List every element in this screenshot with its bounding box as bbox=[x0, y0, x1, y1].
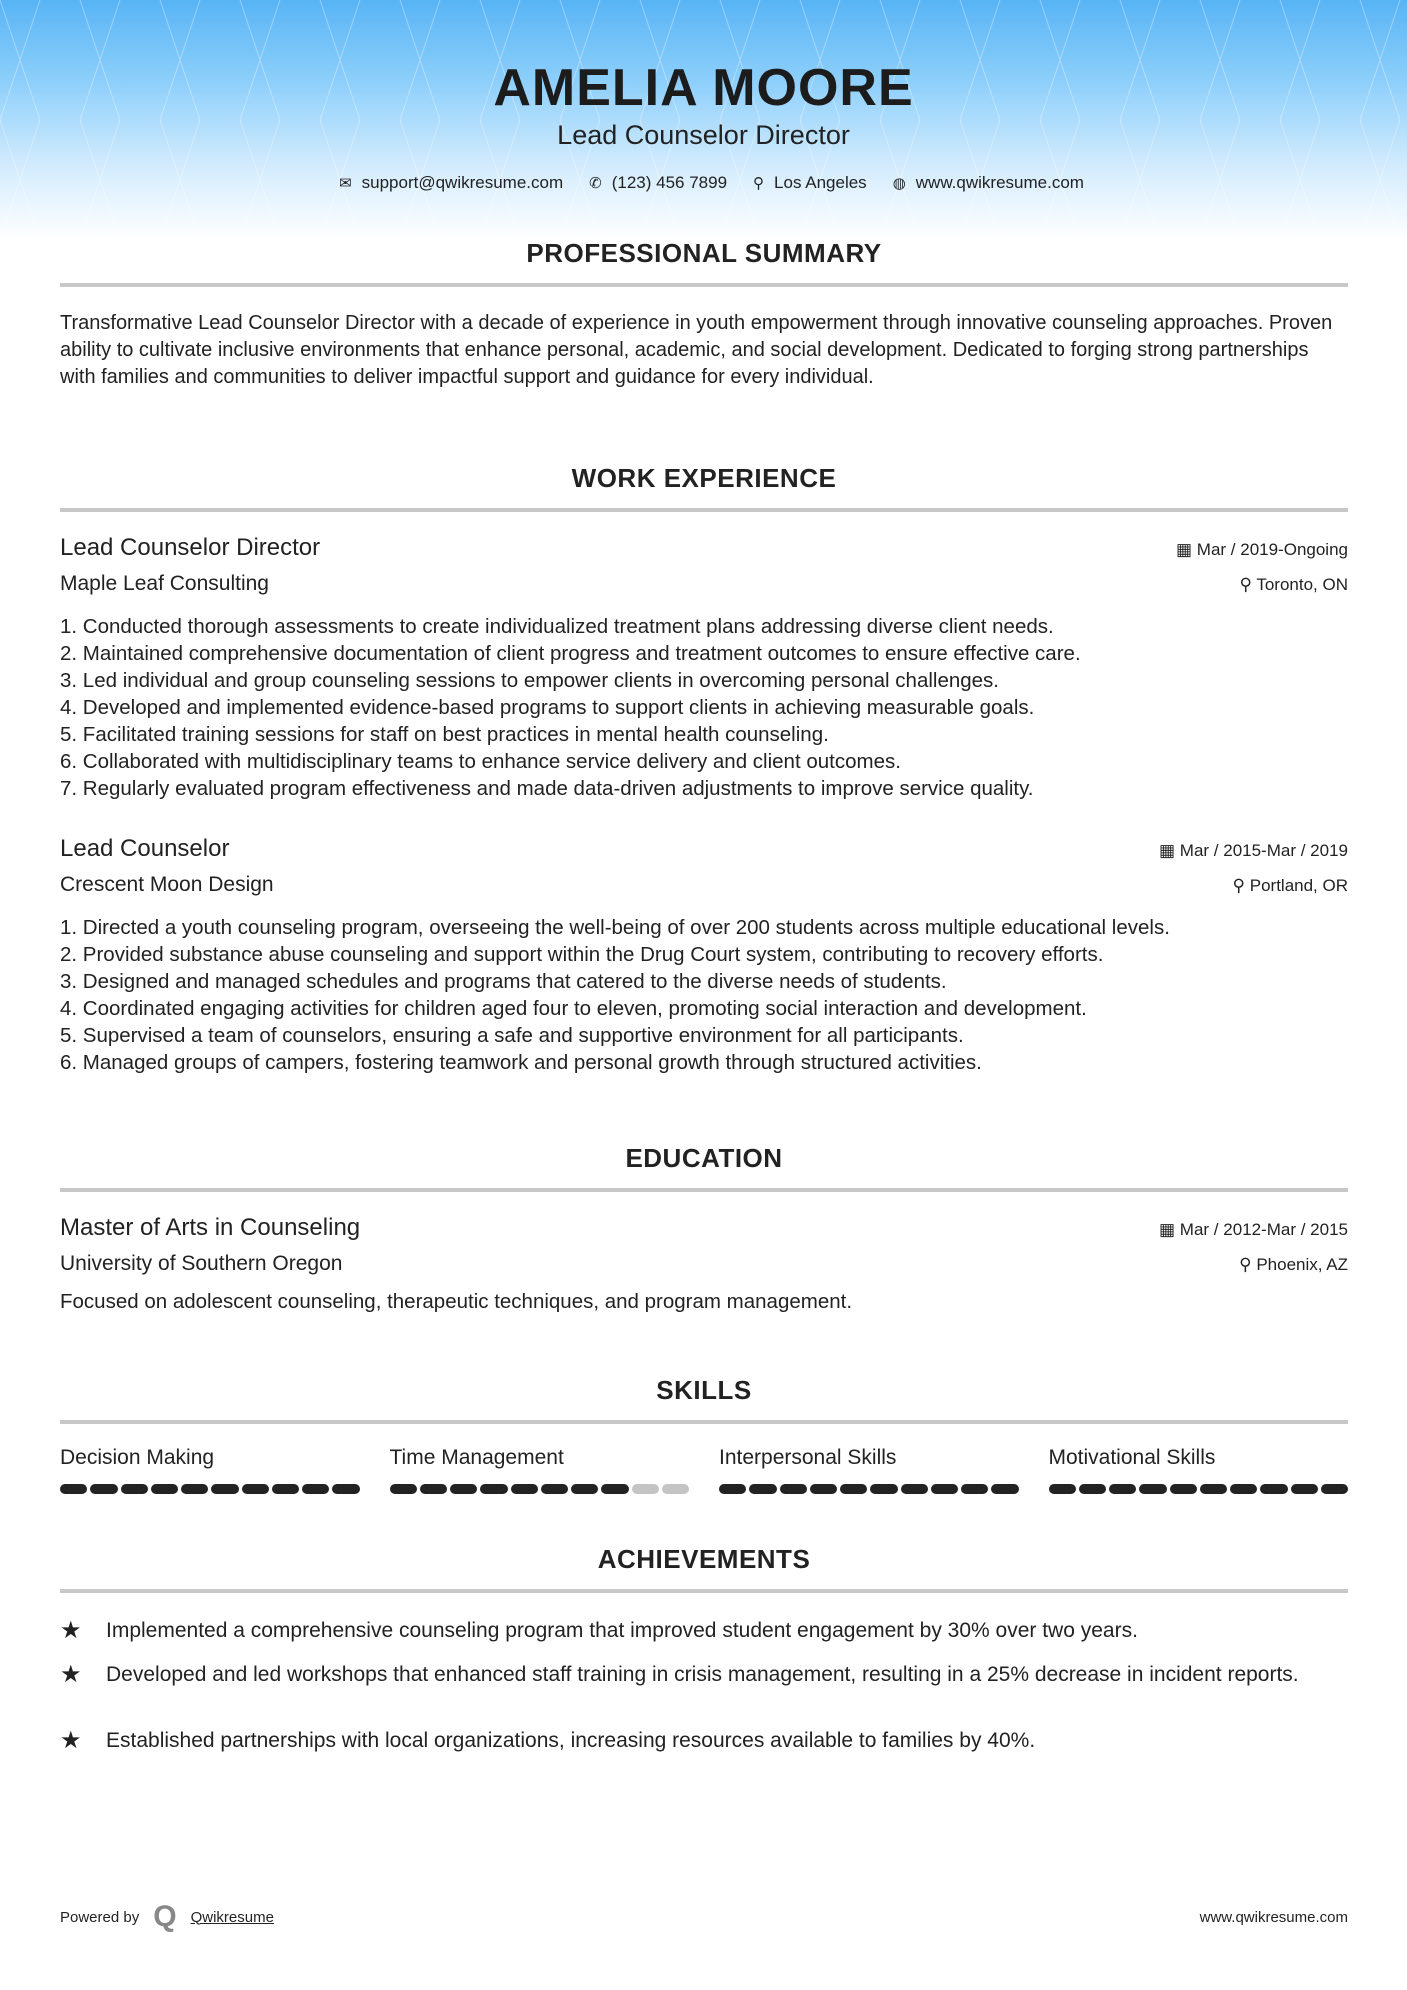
skill-name: Interpersonal Skills bbox=[719, 1446, 897, 1469]
skill-segment bbox=[480, 1484, 507, 1494]
achievement-item bbox=[60, 1661, 1348, 1688]
skills-section-header bbox=[60, 1375, 1348, 1424]
skill-segment bbox=[1139, 1484, 1166, 1494]
achievement-text: Established partnerships with local organizations, increasing resources available to families by 40%. bbox=[106, 1729, 1036, 1752]
skill-rating-bar bbox=[390, 1484, 690, 1494]
divider bbox=[60, 1589, 1348, 1593]
contact-email[interactable]: support@qwikresume.com bbox=[361, 173, 564, 192]
skill-name: Time Management bbox=[389, 1446, 564, 1469]
skill-segment bbox=[901, 1484, 928, 1494]
calendar-icon: ▦ bbox=[1159, 841, 1180, 860]
list-item: 2. Provided substance abuse counseling and support within the Drug Court system, contributing to recovery efforts. bbox=[60, 943, 1104, 966]
candidate-name: AMELIA MOORE bbox=[493, 59, 914, 117]
degree: Master of Arts in Counseling bbox=[60, 1214, 361, 1241]
footer bbox=[60, 1900, 1348, 1934]
job-1-sub bbox=[60, 572, 1348, 596]
qwikresume-logo-icon: Q bbox=[153, 1900, 177, 1933]
globe-icon: ◍ bbox=[892, 175, 906, 192]
education-description: Focused on adolescent counseling, therapeutic techniques, and program management. bbox=[60, 1290, 853, 1313]
skill-segment bbox=[1109, 1484, 1136, 1494]
skill-segment bbox=[749, 1484, 776, 1494]
skill-segment bbox=[272, 1484, 299, 1494]
section-heading: ACHIEVEMENTS bbox=[597, 1544, 811, 1574]
star-icon: ★ bbox=[60, 1727, 82, 1754]
phone-icon: ✆ bbox=[589, 175, 602, 192]
skill-segment bbox=[242, 1484, 269, 1494]
skill-item bbox=[60, 1446, 360, 1494]
contact-bar bbox=[0, 173, 1407, 193]
pin-icon: ⚲ bbox=[1232, 876, 1250, 895]
section-heading: PROFESSIONAL SUMMARY bbox=[526, 238, 882, 268]
skill-segment bbox=[991, 1484, 1018, 1494]
contact-location: Los Angeles bbox=[774, 173, 867, 192]
skill-segment bbox=[541, 1484, 568, 1494]
job-1-header bbox=[60, 534, 1348, 562]
achievement-text: Developed and led workshops that enhanced staff training in crisis management, resulting in a 25% decrease in incident reports. bbox=[106, 1663, 1299, 1686]
skill-name: Decision Making bbox=[60, 1446, 215, 1469]
list-item: 3. Designed and managed schedules and programs that catered to the diverse needs of students. bbox=[60, 970, 947, 993]
job-dates: Mar / 2015-Mar / 2019 bbox=[1179, 841, 1348, 860]
section-heading: WORK EXPERIENCE bbox=[571, 463, 837, 493]
pin-icon: ⚲ bbox=[1239, 575, 1257, 594]
skill-segment bbox=[302, 1484, 329, 1494]
skill-rating-bar bbox=[719, 1484, 1019, 1494]
list-item: 1. Directed a youth counseling program, overseeing the well-being of over 200 students across multiple educational levels. bbox=[60, 916, 1170, 939]
skill-segment bbox=[181, 1484, 208, 1494]
skill-segment bbox=[719, 1484, 746, 1494]
education-sub bbox=[60, 1252, 1348, 1276]
skill-rating-bar bbox=[60, 1484, 360, 1494]
skill-item bbox=[719, 1446, 1019, 1494]
skill-segment bbox=[601, 1484, 628, 1494]
education-section-header bbox=[60, 1143, 1348, 1192]
skill-segment bbox=[810, 1484, 837, 1494]
divider bbox=[60, 1188, 1348, 1192]
skill-segment bbox=[450, 1484, 477, 1494]
skill-item bbox=[1049, 1446, 1349, 1494]
skill-segment bbox=[1321, 1484, 1348, 1494]
school: University of Southern Oregon bbox=[60, 1252, 343, 1275]
achievements-section-header bbox=[60, 1544, 1348, 1593]
achievement-item bbox=[60, 1617, 1348, 1644]
list-item: 2. Maintained comprehensive documentation of client progress and treatment outcomes to ensure effective care. bbox=[60, 642, 1081, 665]
skill-segment bbox=[571, 1484, 598, 1494]
powered-by-label: Powered by bbox=[60, 1908, 140, 1926]
skill-item bbox=[390, 1446, 690, 1494]
summary-section-header bbox=[60, 238, 1348, 287]
skill-segment bbox=[390, 1484, 417, 1494]
education-header bbox=[60, 1214, 1348, 1242]
skill-segment bbox=[870, 1484, 897, 1494]
star-icon: ★ bbox=[60, 1617, 82, 1644]
skill-segment bbox=[1230, 1484, 1257, 1494]
candidate-title: Lead Counselor Director bbox=[557, 120, 850, 150]
skill-segment bbox=[211, 1484, 238, 1494]
skill-segment bbox=[151, 1484, 178, 1494]
skill-segment bbox=[780, 1484, 807, 1494]
calendar-icon: ▦ bbox=[1176, 540, 1197, 559]
footer-website[interactable]: www.qwikresume.com bbox=[1199, 1908, 1348, 1926]
skills-list bbox=[60, 1446, 1348, 1494]
divider bbox=[60, 283, 1348, 287]
company: Crescent Moon Design bbox=[60, 873, 274, 896]
skill-name: Motivational Skills bbox=[1048, 1446, 1216, 1469]
divider bbox=[60, 1420, 1348, 1424]
education-dates: Mar / 2012-Mar / 2015 bbox=[1179, 1220, 1348, 1239]
job-title: Lead Counselor Director bbox=[60, 534, 321, 561]
skill-segment bbox=[1200, 1484, 1227, 1494]
skill-segment bbox=[332, 1484, 359, 1494]
skill-segment bbox=[1079, 1484, 1106, 1494]
brand-link[interactable]: Qwikresume bbox=[190, 1908, 274, 1926]
pin-icon: ⚲ bbox=[1239, 1255, 1257, 1274]
map-pin-icon: ⚲ bbox=[753, 175, 765, 192]
skill-segment bbox=[840, 1484, 867, 1494]
list-item: 4. Coordinated engaging activities for children aged four to eleven, promoting social interaction and development. bbox=[60, 997, 1087, 1020]
envelope-icon: ✉ bbox=[339, 175, 352, 192]
skill-segment bbox=[961, 1484, 988, 1494]
calendar-icon: ▦ bbox=[1159, 1220, 1180, 1239]
job-dates: Mar / 2019-Ongoing bbox=[1196, 540, 1348, 559]
contact-website[interactable]: www.qwikresume.com bbox=[915, 173, 1084, 192]
section-heading: SKILLS bbox=[656, 1375, 752, 1405]
star-icon: ★ bbox=[60, 1661, 82, 1688]
job-2-bullets bbox=[60, 914, 1360, 1076]
education-location: Phoenix, AZ bbox=[1256, 1255, 1348, 1274]
achievement-item bbox=[60, 1727, 1348, 1754]
list-item: 6. Managed groups of campers, fostering teamwork and personal growth through structured activities. bbox=[60, 1051, 982, 1074]
skill-segment bbox=[662, 1484, 689, 1494]
skill-segment bbox=[420, 1484, 447, 1494]
achievement-text: Implemented a comprehensive counseling program that improved student engagement by 30% over two years. bbox=[106, 1619, 1138, 1642]
job-2-header bbox=[60, 835, 1348, 863]
job-location: Portland, OR bbox=[1249, 876, 1348, 895]
skill-segment bbox=[1291, 1484, 1318, 1494]
skill-segment bbox=[632, 1484, 659, 1494]
contact-phone[interactable]: (123) 456 7899 bbox=[611, 173, 728, 192]
job-title: Lead Counselor bbox=[60, 835, 230, 862]
skill-segment bbox=[90, 1484, 117, 1494]
skill-segment bbox=[60, 1484, 87, 1494]
skill-rating-bar bbox=[1049, 1484, 1349, 1494]
list-item: 6. Collaborated with multidisciplinary teams to enhance service delivery and client outcomes. bbox=[60, 750, 901, 773]
skill-segment bbox=[121, 1484, 148, 1494]
job-1-bullets bbox=[60, 613, 1360, 802]
header-banner bbox=[0, 0, 1407, 240]
list-item: 7. Regularly evaluated program effectiveness and made data-driven adjustments to improve service quality. bbox=[60, 777, 1034, 800]
skill-segment bbox=[1260, 1484, 1287, 1494]
job-2-sub bbox=[60, 873, 1348, 897]
skill-segment bbox=[1049, 1484, 1076, 1494]
list-item: 3. Led individual and group counseling sessions to empower clients in overcoming personal challenges. bbox=[60, 669, 1000, 692]
summary-text: Transformative Lead Counselor Director with a decade of experience in youth empowerment through innovative counseling approaches. Proven ability to cultivate inclusive environments that enhance personal, academic, and social development. Dedicated to forging strong partnerships with families and communities to deliver impactful support and guidance for every individual. bbox=[60, 312, 1333, 388]
job-location: Toronto, ON bbox=[1256, 575, 1348, 594]
list-item: 1. Conducted thorough assessments to create individualized treatment plans addressing diverse client needs. bbox=[60, 615, 1054, 638]
skill-segment bbox=[1170, 1484, 1197, 1494]
experience-section-header bbox=[60, 463, 1348, 512]
skill-segment bbox=[931, 1484, 958, 1494]
skill-segment bbox=[511, 1484, 538, 1494]
divider bbox=[60, 508, 1348, 512]
company: Maple Leaf Consulting bbox=[60, 572, 269, 595]
list-item: 5. Facilitated training sessions for staff on best practices in mental health counseling. bbox=[60, 723, 829, 746]
list-item: 4. Developed and implemented evidence-based programs to support clients in achieving measurable goals. bbox=[60, 696, 1035, 719]
section-heading: EDUCATION bbox=[625, 1143, 783, 1173]
list-item: 5. Supervised a team of counselors, ensuring a safe and supportive environment for all participants. bbox=[60, 1024, 964, 1047]
